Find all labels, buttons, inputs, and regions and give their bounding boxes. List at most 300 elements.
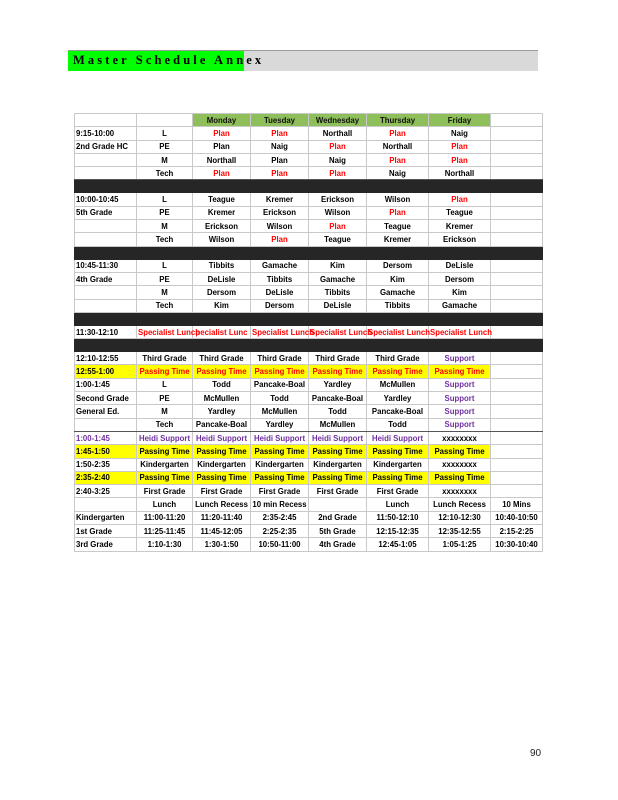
schedule-cell <box>491 114 543 127</box>
schedule-cell: Todd <box>309 405 367 418</box>
schedule-cell: Naig <box>429 127 491 140</box>
schedule-cell: Northall <box>367 140 429 153</box>
schedule-cell: Kim <box>367 272 429 285</box>
schedule-cell: Friday <box>429 114 491 127</box>
schedule-cell: Tibbits <box>367 299 429 312</box>
schedule-row <box>75 498 543 511</box>
schedule-cell: Erickson <box>251 206 309 219</box>
separator-row <box>75 180 543 193</box>
schedule-cell: Thursday <box>367 114 429 127</box>
schedule-cell: Northall <box>309 127 367 140</box>
schedule-cell: Pancake-Boal <box>251 378 309 391</box>
schedule-cell: 11:30-12:10 <box>75 325 137 338</box>
schedule-cell <box>75 246 137 259</box>
schedule-cell <box>193 246 251 259</box>
schedule-cell: 12:35-12:55 <box>429 525 491 538</box>
schedule-cell: 10 min Recess <box>251 498 309 511</box>
schedule-cell: McMullen <box>309 418 367 431</box>
schedule-cell: 12:10-12:30 <box>429 511 491 524</box>
schedule-cell: Kindergarten <box>309 458 367 471</box>
schedule-row <box>75 299 543 312</box>
schedule-row <box>75 153 543 166</box>
schedule-cell: Passing Time <box>367 365 429 378</box>
schedule-row <box>75 325 543 338</box>
schedule-cell <box>251 180 309 193</box>
schedule-cell: Plan <box>367 127 429 140</box>
schedule-cell: Kremer <box>193 206 251 219</box>
schedule-cell <box>75 299 137 312</box>
schedule-cell: 11:25-11:45 <box>137 525 193 538</box>
schedule-cell: 1:45-1:50 <box>75 445 137 458</box>
schedule-cell: DeLisle <box>193 272 251 285</box>
schedule-cell: Pancake-Boal <box>193 418 251 431</box>
schedule-cell: Specialist Lunch <box>309 325 367 338</box>
schedule-cell: 3rd Grade <box>75 538 137 551</box>
schedule-cell <box>491 325 543 338</box>
schedule-cell <box>491 259 543 272</box>
schedule-cell <box>491 431 543 444</box>
schedule-cell: Passing Time <box>137 471 193 484</box>
schedule-cell: Plan <box>367 206 429 219</box>
schedule-cell: Todd <box>193 378 251 391</box>
schedule-cell: Plan <box>193 127 251 140</box>
schedule-cell: 2nd Grade <box>309 511 367 524</box>
schedule-cell: Wilson <box>367 193 429 206</box>
schedule-row <box>75 233 543 246</box>
schedule-cell: Third Grade <box>137 352 193 365</box>
schedule-cell <box>491 485 543 498</box>
schedule-cell <box>251 339 309 352</box>
schedule-row <box>75 458 543 471</box>
schedule-cell: Passing Time <box>367 445 429 458</box>
schedule-cell: Tibbits <box>309 286 367 299</box>
schedule-cell: Support <box>429 352 491 365</box>
schedule-cell: Yardley <box>193 405 251 418</box>
schedule-cell: Gamache <box>251 259 309 272</box>
schedule-cell: Support <box>429 418 491 431</box>
schedule-cell: Dersom <box>193 286 251 299</box>
schedule-cell <box>491 471 543 484</box>
schedule-cell <box>137 339 193 352</box>
schedule-cell <box>491 206 543 219</box>
schedule-cell: PE <box>137 392 193 405</box>
schedule-cell <box>491 445 543 458</box>
schedule-cell: Pancake-Boal <box>309 392 367 405</box>
schedule-cell: L <box>137 127 193 140</box>
schedule-cell: pecialist Lunc <box>193 325 251 338</box>
schedule-cell: Passing Time <box>251 365 309 378</box>
schedule-cell: Lunch Recess <box>193 498 251 511</box>
schedule-cell: PE <box>137 272 193 285</box>
schedule-cell <box>367 180 429 193</box>
schedule-cell: L <box>137 193 193 206</box>
schedule-cell: Wednesday <box>309 114 367 127</box>
schedule-row <box>75 206 543 219</box>
schedule-cell: Dersom <box>367 259 429 272</box>
schedule-row <box>75 127 543 140</box>
schedule-cell: M <box>137 220 193 233</box>
schedule-cell: Yardley <box>251 418 309 431</box>
schedule-cell: Tuesday <box>251 114 309 127</box>
schedule-cell: Erickson <box>193 220 251 233</box>
schedule-cell <box>367 339 429 352</box>
schedule-cell: L <box>137 378 193 391</box>
schedule-cell: 12:55-1:00 <box>75 365 137 378</box>
schedule-cell: Wilson <box>251 220 309 233</box>
schedule-cell: xxxxxxxx <box>429 458 491 471</box>
schedule-cell: General Ed. <box>75 405 137 418</box>
schedule-cell <box>75 233 137 246</box>
schedule-cell: 10:00-10:45 <box>75 193 137 206</box>
schedule-cell: Plan <box>309 220 367 233</box>
separator-row <box>75 339 543 352</box>
schedule-cell: Erickson <box>429 233 491 246</box>
schedule-cell: First Grade <box>309 485 367 498</box>
schedule-cell <box>75 498 137 511</box>
schedule-cell: M <box>137 153 193 166</box>
schedule-cell <box>491 167 543 180</box>
schedule-cell: Plan <box>309 140 367 153</box>
schedule-cell: Heidi Support <box>137 431 193 444</box>
schedule-cell: Passing Time <box>137 365 193 378</box>
schedule-cell: Todd <box>367 418 429 431</box>
schedule-cell: 5th Grade <box>75 206 137 219</box>
schedule-cell: Tech <box>137 233 193 246</box>
schedule-cell: First Grade <box>251 485 309 498</box>
schedule-cell: Yardley <box>309 378 367 391</box>
schedule-row <box>75 418 543 431</box>
schedule-row <box>75 286 543 299</box>
schedule-row <box>75 352 543 365</box>
schedule-cell: Heidi Support <box>367 431 429 444</box>
schedule-cell: xxxxxxxx <box>429 431 491 444</box>
schedule-cell: 1:50-2:35 <box>75 458 137 471</box>
schedule-cell: 11:00-11:20 <box>137 511 193 524</box>
schedule-cell <box>491 418 543 431</box>
schedule-cell <box>491 180 543 193</box>
schedule-cell: Lunch Recess <box>429 498 491 511</box>
schedule-cell: Plan <box>193 167 251 180</box>
schedule-cell <box>367 246 429 259</box>
schedule-cell: 11:20-11:40 <box>193 511 251 524</box>
schedule-cell: Passing Time <box>429 471 491 484</box>
schedule-cell <box>309 312 367 325</box>
schedule-cell <box>75 418 137 431</box>
schedule-cell: Yardley <box>367 392 429 405</box>
schedule-cell <box>75 312 137 325</box>
schedule-cell: 10:50-11:00 <box>251 538 309 551</box>
schedule-cell <box>137 180 193 193</box>
schedule-cell: Heidi Support <box>309 431 367 444</box>
schedule-row <box>75 365 543 378</box>
schedule-cell: Passing Time <box>367 471 429 484</box>
schedule-cell: Passing Time <box>429 365 491 378</box>
schedule-cell: 4th Grade <box>75 272 137 285</box>
schedule-cell <box>137 246 193 259</box>
schedule-cell: 1:00-1:45 <box>75 431 137 444</box>
schedule-cell: 5th Grade <box>309 525 367 538</box>
schedule-cell: 11:50-12:10 <box>367 511 429 524</box>
schedule-cell: Teague <box>309 233 367 246</box>
schedule-cell: Kindergarten <box>367 458 429 471</box>
schedule-cell: Plan <box>193 140 251 153</box>
schedule-cell: M <box>137 286 193 299</box>
schedule-row <box>75 220 543 233</box>
schedule-cell: Passing Time <box>309 471 367 484</box>
schedule-cell: Gamache <box>367 286 429 299</box>
schedule-cell: Plan <box>429 140 491 153</box>
schedule-cell: McMullen <box>367 378 429 391</box>
schedule-cell <box>367 312 429 325</box>
schedule-cell <box>137 114 193 127</box>
schedule-cell: Gamache <box>309 272 367 285</box>
schedule-cell: Wilson <box>309 206 367 219</box>
schedule-cell <box>491 220 543 233</box>
schedule-cell: 12:15-12:35 <box>367 525 429 538</box>
schedule-cell: PE <box>137 206 193 219</box>
schedule-row <box>75 511 543 524</box>
schedule-cell: Plan <box>251 167 309 180</box>
schedule-cell <box>491 286 543 299</box>
schedule-cell: Naig <box>251 140 309 153</box>
schedule-cell <box>429 312 491 325</box>
schedule-cell <box>193 180 251 193</box>
schedule-cell: 10:30-10:40 <box>491 538 543 551</box>
schedule-cell: Kremer <box>367 233 429 246</box>
schedule-cell: 2:40-3:25 <box>75 485 137 498</box>
schedule-cell: Support <box>429 392 491 405</box>
schedule-cell: 10 Mins <box>491 498 543 511</box>
schedule-cell <box>193 339 251 352</box>
schedule-cell: 2:25-2:35 <box>251 525 309 538</box>
schedule-cell: Tech <box>137 299 193 312</box>
schedule-row <box>75 538 543 551</box>
schedule-cell: Specialist Lunch <box>251 325 309 338</box>
schedule-cell <box>491 339 543 352</box>
schedule-cell: 2:15-2:25 <box>491 525 543 538</box>
schedule-cell <box>491 233 543 246</box>
schedule-cell: 10:40-10:50 <box>491 511 543 524</box>
schedule-cell <box>491 193 543 206</box>
schedule-cell: Gamache <box>429 299 491 312</box>
schedule-cell: Kim <box>429 286 491 299</box>
schedule-cell: Third Grade <box>251 352 309 365</box>
schedule-cell: First Grade <box>137 485 193 498</box>
schedule-cell: L <box>137 259 193 272</box>
header-row <box>75 114 543 127</box>
schedule-cell <box>193 312 251 325</box>
schedule-cell: Naig <box>309 153 367 166</box>
schedule-cell: Tech <box>137 167 193 180</box>
schedule-cell: Lunch <box>367 498 429 511</box>
schedule-cell: Teague <box>367 220 429 233</box>
schedule-cell <box>491 392 543 405</box>
schedule-cell: Kim <box>309 259 367 272</box>
schedule-cell: Third Grade <box>309 352 367 365</box>
schedule-cell: DeLisle <box>309 299 367 312</box>
schedule-cell: Passing Time <box>429 445 491 458</box>
schedule-cell: Dersom <box>251 299 309 312</box>
schedule-row <box>75 392 543 405</box>
schedule-cell: Erickson <box>309 193 367 206</box>
schedule-cell: Northall <box>193 153 251 166</box>
schedule-cell <box>491 378 543 391</box>
schedule-row <box>75 378 543 391</box>
schedule-cell <box>429 339 491 352</box>
schedule-cell: Todd <box>251 392 309 405</box>
schedule-cell: Kindergarten <box>251 458 309 471</box>
schedule-cell: Teague <box>429 206 491 219</box>
schedule-cell <box>309 246 367 259</box>
schedule-cell: Lunch <box>137 498 193 511</box>
schedule-cell: Plan <box>251 233 309 246</box>
schedule-cell: Plan <box>251 153 309 166</box>
separator-row <box>75 312 543 325</box>
schedule-cell: Third Grade <box>193 352 251 365</box>
schedule-cell: 1:30-1:50 <box>193 538 251 551</box>
schedule-cell: Monday <box>193 114 251 127</box>
schedule-cell: Specialist Lunch <box>429 325 491 338</box>
schedule-cell: Passing Time <box>251 471 309 484</box>
schedule-cell: Kindergarten <box>137 458 193 471</box>
schedule-cell: Pancake-Boal <box>367 405 429 418</box>
master-schedule-table <box>74 113 543 552</box>
schedule-row <box>75 471 543 484</box>
document-title: Master Schedule Annex <box>73 53 265 67</box>
schedule-cell: 1st Grade <box>75 525 137 538</box>
schedule-cell <box>491 458 543 471</box>
schedule-cell: Passing Time <box>193 365 251 378</box>
schedule-cell: 1:10-1:30 <box>137 538 193 551</box>
schedule-cell <box>137 312 193 325</box>
page-number: 90 <box>530 748 542 759</box>
schedule-cell <box>491 140 543 153</box>
schedule-cell: Plan <box>429 193 491 206</box>
schedule-cell <box>491 352 543 365</box>
schedule-cell: 10:45-11:30 <box>75 259 137 272</box>
schedule-cell: PE <box>137 140 193 153</box>
schedule-cell <box>491 246 543 259</box>
schedule-cell: Teague <box>193 193 251 206</box>
schedule-cell <box>491 153 543 166</box>
schedule-cell: Passing Time <box>193 445 251 458</box>
schedule-cell <box>251 312 309 325</box>
schedule-row <box>75 405 543 418</box>
schedule-cell <box>429 180 491 193</box>
schedule-cell: xxxxxxxx <box>429 485 491 498</box>
schedule-cell: McMullen <box>193 392 251 405</box>
schedule-cell: Tibbits <box>251 272 309 285</box>
schedule-cell <box>75 220 137 233</box>
schedule-cell: Passing Time <box>137 445 193 458</box>
title-bar <box>68 50 538 71</box>
schedule-cell <box>309 180 367 193</box>
schedule-cell <box>75 339 137 352</box>
schedule-row <box>75 431 543 444</box>
schedule-cell: Plan <box>309 167 367 180</box>
schedule-cell <box>309 498 367 511</box>
schedule-cell <box>429 246 491 259</box>
schedule-cell: 2:35-2:45 <box>251 511 309 524</box>
schedule-cell <box>75 114 137 127</box>
schedule-cell: First Grade <box>193 485 251 498</box>
schedule-cell: Specialist Lunch <box>367 325 429 338</box>
schedule-cell: Wilson <box>193 233 251 246</box>
schedule-cell: Plan <box>429 153 491 166</box>
schedule-cell <box>75 153 137 166</box>
schedule-cell: Kim <box>193 299 251 312</box>
schedule-cell: Passing Time <box>309 365 367 378</box>
schedule-cell: McMullen <box>251 405 309 418</box>
schedule-cell: 1:05-1:25 <box>429 538 491 551</box>
schedule-cell: 4th Grade <box>309 538 367 551</box>
separator-row <box>75 246 543 259</box>
schedule-cell: Specialist Lunch <box>137 325 193 338</box>
schedule-cell: Kindergarten <box>193 458 251 471</box>
schedule-cell: Kremer <box>429 220 491 233</box>
schedule-cell <box>491 312 543 325</box>
schedule-cell <box>309 339 367 352</box>
schedule-row <box>75 485 543 498</box>
schedule-row <box>75 445 543 458</box>
schedule-cell: 12:10-12:55 <box>75 352 137 365</box>
schedule-cell: Kindergarten <box>75 511 137 524</box>
schedule-cell: DeLisle <box>251 286 309 299</box>
schedule-cell <box>491 365 543 378</box>
schedule-cell: Second Grade <box>75 392 137 405</box>
schedule-cell: Dersom <box>429 272 491 285</box>
schedule-cell: M <box>137 405 193 418</box>
schedule-cell: Support <box>429 378 491 391</box>
schedule-cell: First Grade <box>367 485 429 498</box>
schedule-cell <box>75 167 137 180</box>
schedule-cell <box>491 299 543 312</box>
schedule-row <box>75 167 543 180</box>
schedule-cell: Tech <box>137 418 193 431</box>
schedule-cell: Passing Time <box>193 471 251 484</box>
schedule-cell: 2nd Grade HC <box>75 140 137 153</box>
schedule-cell: Third Grade <box>367 352 429 365</box>
schedule-cell: Plan <box>251 127 309 140</box>
schedule-cell: 2:35-2:40 <box>75 471 137 484</box>
schedule-cell <box>75 180 137 193</box>
schedule-cell: Heidi Support <box>193 431 251 444</box>
schedule-cell: Plan <box>367 153 429 166</box>
schedule-cell: 9:15-10:00 <box>75 127 137 140</box>
schedule-cell: Heidi Support <box>251 431 309 444</box>
schedule-cell <box>491 127 543 140</box>
schedule-cell: Passing Time <box>251 445 309 458</box>
schedule-cell: Passing Time <box>309 445 367 458</box>
schedule-cell: Naig <box>367 167 429 180</box>
schedule-cell: Kremer <box>251 193 309 206</box>
schedule-cell <box>251 246 309 259</box>
schedule-cell: DeLisle <box>429 259 491 272</box>
schedule-cell <box>491 272 543 285</box>
schedule-cell: Tibbits <box>193 259 251 272</box>
schedule-cell <box>75 286 137 299</box>
schedule-cell: 11:45-12:05 <box>193 525 251 538</box>
schedule-row <box>75 140 543 153</box>
schedule-row <box>75 525 543 538</box>
title-highlight <box>68 51 265 71</box>
schedule-row <box>75 272 543 285</box>
schedule-cell: Northall <box>429 167 491 180</box>
schedule-row <box>75 259 543 272</box>
schedule-cell: 1:00-1:45 <box>75 378 137 391</box>
schedule-row <box>75 193 543 206</box>
schedule-cell <box>491 405 543 418</box>
